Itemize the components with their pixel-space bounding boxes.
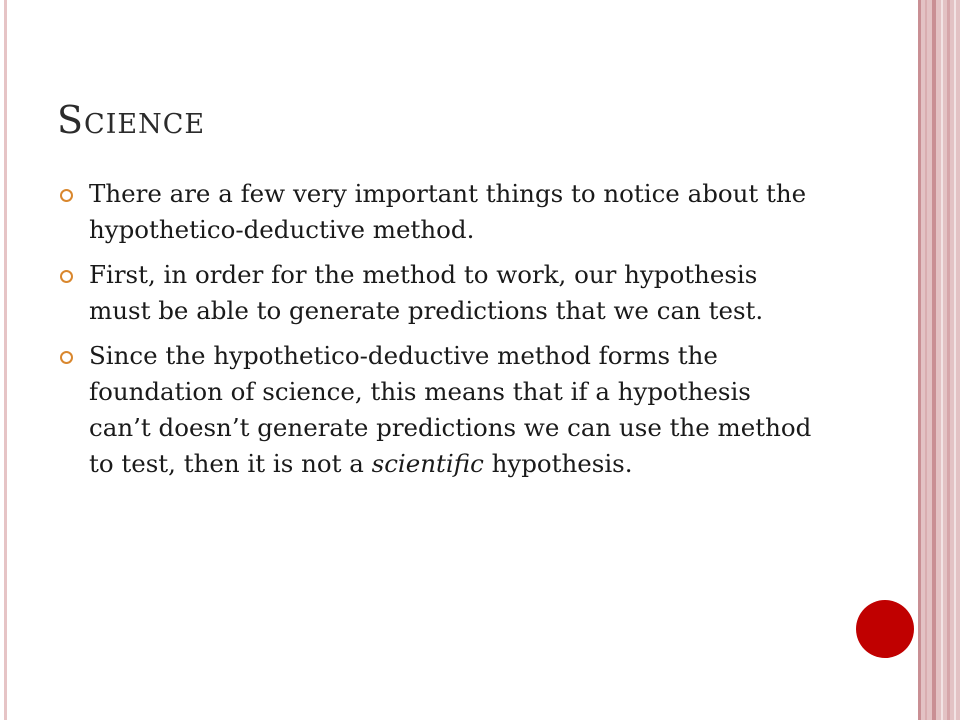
hollow-circle-icon <box>60 351 73 364</box>
bullet-item <box>60 257 820 329</box>
right-stripe <box>932 0 936 720</box>
emphasis-text: scientific <box>371 449 484 478</box>
bullet-list <box>60 176 820 491</box>
slide-title: Science <box>57 98 206 142</box>
hollow-circle-icon <box>60 270 73 283</box>
bullet-item <box>60 176 820 248</box>
right-stripe <box>947 0 950 720</box>
bullet-text-part: hypothesis. <box>483 449 633 478</box>
bullet-text-part: Since the hypothetico-deductive method forms the foundation of science, this means that if a hypothesis can’t doesn’t generate predictions we can use the method to test, then it is not a <box>89 341 812 478</box>
right-stripe <box>941 0 943 720</box>
right-stripe <box>954 0 956 720</box>
bullet-text: First, in order for the method to work, our hypothesis must be able to generate predictions that we can test. <box>89 260 764 325</box>
hollow-circle-icon <box>60 189 73 202</box>
right-stripe <box>925 0 927 720</box>
red-circle-icon <box>856 600 914 658</box>
bullet-text: There are a few very important things to notice about the hypothetico-deductive method. <box>89 179 807 244</box>
right-stripe <box>918 0 921 720</box>
bullet-item <box>60 338 820 482</box>
bullet-text <box>89 341 811 478</box>
left-border-line <box>4 0 7 720</box>
